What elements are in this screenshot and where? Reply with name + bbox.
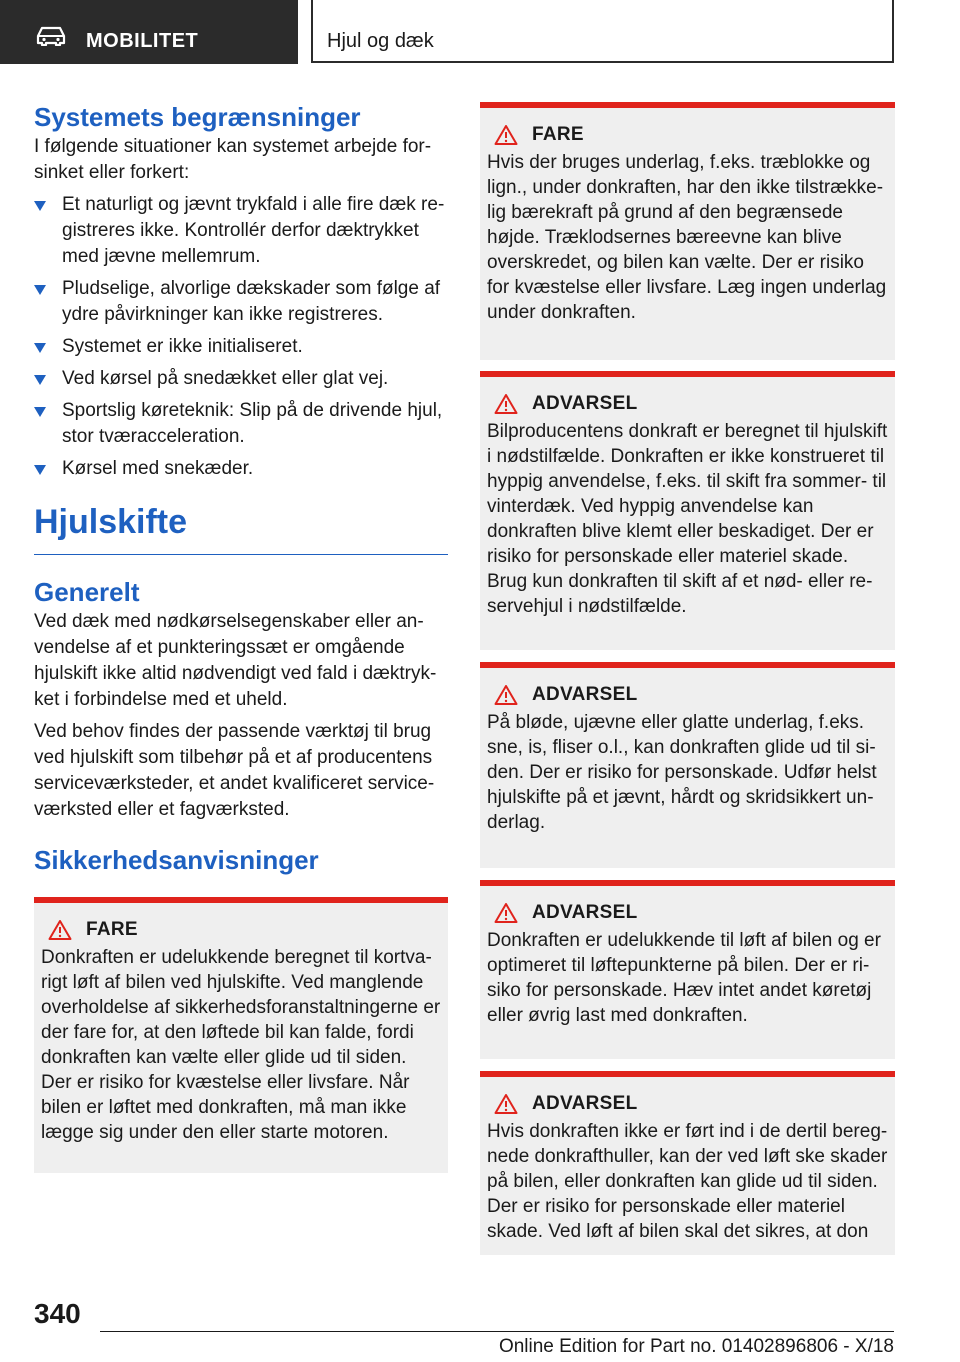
warning-triangle-icon xyxy=(494,902,518,924)
warning-triangle-icon xyxy=(494,124,518,146)
list-item: Ved kørsel på snedækket eller glat vej. xyxy=(34,366,448,392)
footer-divider xyxy=(100,1331,894,1332)
warning-box xyxy=(480,371,895,650)
list-item: Systemet er ikke initialiseret. xyxy=(34,334,448,360)
footer-edition: Online Edition for Part no. 01402896806 - X/18 xyxy=(498,1336,894,1357)
section-label: MOBILITET xyxy=(86,30,199,52)
list-item: Kørsel med snekæder. xyxy=(34,456,448,482)
right-column xyxy=(480,102,895,1255)
warning-title: FARE xyxy=(532,124,584,145)
bullet-triangle-icon xyxy=(34,343,46,353)
warning-triangle-icon xyxy=(494,393,518,415)
warning-text: På bløde, ujævne eller glatte underlag, f.eks. sne, is, fliser o.l., kan donkraften glide ud til siden. Der er risiko for personskade. Udfør helst hjulskifte på et jævnt, hårdt og skridsikkert underlag. xyxy=(487,712,877,833)
general-paragraph-1: Ved dæk med nødkørselsegenskaber eller anvendelse af et punkteringssæt er omgående hjulskift ikke altid nødvendigt ved fald i dæktrykket i forbindelse med et uheld. xyxy=(34,611,437,710)
warning-title: FARE xyxy=(86,919,138,940)
warning-triangle-icon xyxy=(494,684,518,706)
limits-list xyxy=(34,192,448,482)
warning-box xyxy=(34,897,448,1173)
warning-box xyxy=(480,662,895,868)
bullet-triangle-icon xyxy=(34,407,46,417)
list-item: Sportslig køreteknik: Slip på de drivende hjul, stor tværacceleration. xyxy=(34,398,448,450)
left-column xyxy=(34,100,448,1173)
warning-text: Hvis der bruges underlag, f.eks. træblokke og lign., under donkraften, har den ikke tilstrækkelig bærekraft på grund af den begrænsede højde. Træklodsernes bæreevne kan blive overskredet, og bilen kan vælte. Der er risiko for kvæstelse eller livsfare. Læg ingen underlag under donkraften. xyxy=(487,152,887,323)
general-paragraph-2: Ved behov findes der passende værktøj til brug ved hjulskift som tilbehør på et af producentens serviceværksteder, et andet kvalificeret serviceværksted eller et fagværksted. xyxy=(34,721,435,820)
warning-text: Donkraften er udelukkende beregnet til kortvarigt løft af bilen ved hjulskifte. Ved manglende overholdelse af sikkerhedsforanstaltningerne er der fare for, at den løftede bil kan falde, fordi donkraften kan vælte eller glide ud til siden. Der er risiko for kvæstelse eller livsfare. Når bilen er løftet med donkraften, må man ikke lægge sig under den eller starte motoren. xyxy=(41,947,441,1143)
bullet-triangle-icon xyxy=(34,285,46,295)
limits-heading: Systemets begrænsninger xyxy=(34,102,361,132)
bullet-triangle-icon xyxy=(34,201,46,211)
warning-box xyxy=(480,102,895,360)
warning-title: ADVARSEL xyxy=(532,393,638,414)
list-item: Pludselige, alvorlige dækskader som følge af ydre påvirkninger kan ikke registreres. xyxy=(34,276,448,328)
chapter-divider xyxy=(34,554,448,555)
header-section-tab xyxy=(0,0,298,64)
page-number: 340 xyxy=(34,1298,81,1329)
general-heading: Generelt xyxy=(34,577,140,607)
warning-title: ADVARSEL xyxy=(532,1093,638,1114)
safety-heading: Sikkerhedsanvisninger xyxy=(34,845,319,875)
warning-title: ADVARSEL xyxy=(532,902,638,923)
warning-text: Hvis donkraften ikke er ført ind i de dertil beregnede donkrafthuller, kan der ved løft ske skader på bilen, eller donkraften kan glide ud til siden. Der er risiko for personskade eller materiel skade. Ved løft af bilen skal det sikres, at don xyxy=(487,1121,888,1242)
chapter-label: Hjul og dæk xyxy=(327,30,434,52)
warning-text: Donkraften er udelukkende til løft af bilen og er optimeret til løftepunkterne på bilen. Der er risiko for personskade. Hæv intet andet køretøj eller øvrig last med donkraften. xyxy=(487,930,881,1026)
limits-intro: I følgende situationer kan systemet arbejde forsinket eller forkert: xyxy=(34,136,432,183)
header-chapter-tab xyxy=(311,0,894,63)
bullet-triangle-icon xyxy=(34,465,46,475)
warning-text: Bilproducentens donkraft er beregnet til hjulskift i nødstilfælde. Donkraften er ikke konstrueret til hyppig anvendelse, f.eks. til skift fra sommer- til vinterdæk. Ved hyppig anvendelse kan donkraften blive klemt eller beskadiget. Der er risiko for personskade eller materiel skade. Brug kun donkraften til skift af et nød- eller reservehjul i nødstilfælde. xyxy=(487,421,888,617)
car-icon xyxy=(34,26,68,46)
warning-box xyxy=(480,880,895,1059)
warning-triangle-icon xyxy=(494,1093,518,1115)
chapter-heading: Hjulskifte xyxy=(34,503,188,541)
warning-title: ADVARSEL xyxy=(532,684,638,705)
bullet-triangle-icon xyxy=(34,375,46,385)
warning-box xyxy=(480,1071,895,1255)
list-item: Et naturligt og jævnt trykfald i alle fire dæk registreres ikke. Kontrollér derfor dæktrykket med jævne mellemrum. xyxy=(34,192,448,270)
warning-triangle-icon xyxy=(48,919,72,941)
